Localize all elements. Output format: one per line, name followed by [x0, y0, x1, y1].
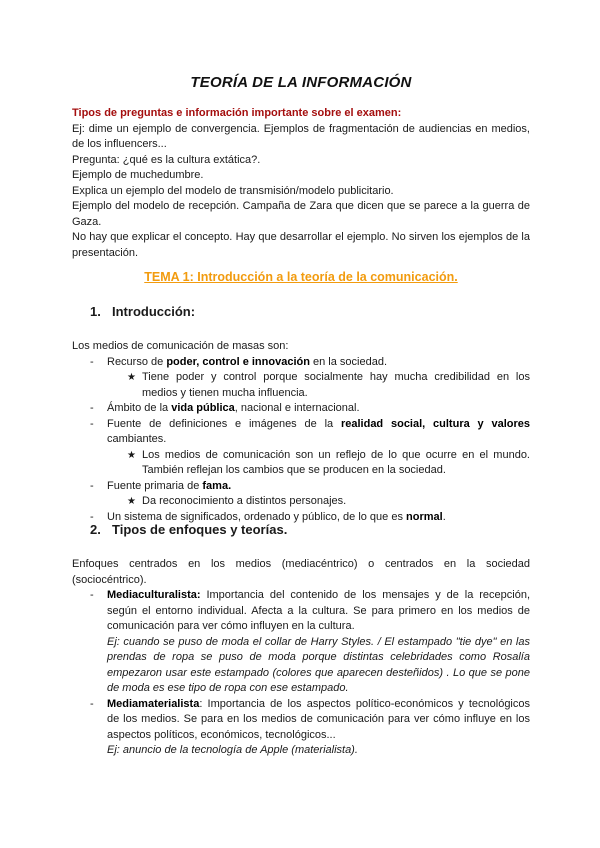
item-text: Ámbito de la [107, 402, 172, 414]
sub-item-text: Tiene poder y control porque socialmente hay mucha credibilidad en los medios y tienen mucha influencia. [142, 371, 530, 399]
dash-bullet-icon: - [90, 479, 94, 492]
exam-info-line: Pregunta: ¿qué es la cultura extática?. [72, 153, 261, 166]
item-bold: realidad social, cultura y valores [340, 417, 531, 430]
exam-info-section [72, 106, 530, 261]
item-text: . [442, 510, 446, 523]
item-text: Un sistema de significados, ordenado y público, de lo que es [107, 510, 407, 523]
sub-list-item [72, 494, 530, 510]
section1-intro: Los medios de comunicación de masas son: [72, 340, 289, 352]
list-item [72, 417, 530, 448]
section-title: Introducción: [112, 304, 196, 319]
section-heading-enfoques [90, 522, 287, 538]
item-text: Recurso de [107, 355, 167, 368]
star-bullet-icon: ★ [127, 496, 136, 507]
dash-bullet-icon: - [90, 417, 94, 430]
section-number: 2. [90, 522, 101, 537]
example-text: Ej: cuando se puso de moda el collar de Harry Styles. / El estampado "tie dye" en las prendas de ropa se puso de moda porque distintas celebridades como Rosalía empezaron usar este estampado (colores que aparecen desteñidos) . Lo que se pone de moda es ese tipo de ropa con ese estampado. [107, 635, 530, 694]
dash-bullet-icon: - [90, 402, 94, 414]
list-item [72, 479, 530, 495]
section-heading-introduccion [90, 304, 195, 320]
sub-item-text: Los medios de comunicación son un reflejo de lo que ocurre en el mundo. También reflejan los cambios que se producen en la sociedad. [142, 448, 530, 476]
item-bold: Mediamaterialista [107, 697, 200, 710]
item-text: Fuente de definiciones e imágenes de la [107, 417, 341, 430]
exam-info-heading: Tipos de preguntas e información importante sobre el examen: [72, 107, 402, 119]
document-title: TEORÍA DE LA INFORMACIÓN [190, 74, 412, 91]
item-text: : Importancia de los aspectos político-económicos y tecnológicos de los medios. Se para en los medios de comunicación para ver cómo influye en los aspectos políticos, económicos, tecnológicos... [107, 697, 530, 741]
dash-bullet-icon: - [90, 589, 94, 601]
item-bold: Mediaculturalista: [107, 589, 201, 601]
item-bold: normal [406, 510, 443, 523]
section-number: 1. [90, 304, 101, 319]
sub-item-text: Da reconocimiento a distintos personajes. [142, 495, 347, 507]
list-item [72, 588, 530, 697]
list-item [72, 401, 530, 417]
star-bullet-icon: ★ [127, 449, 136, 461]
dash-bullet-icon: - [90, 510, 94, 523]
item-bold: poder, control e innovación [166, 355, 310, 368]
item-text: Importancia del contenido de los mensajes y de la recepción, según el entorno individual. Afecta a la cultura. Se para primero en los medios de comunicación para ver cómo influyen en la cultura. [107, 589, 530, 632]
item-text: Fuente primaria de [107, 479, 203, 492]
exam-info-line: Ej: dime un ejemplo de convergencia. Ejemplos de fragmentación de audiencias en medios, de los influencers... [72, 122, 530, 150]
sub-list-item [72, 448, 530, 479]
section1-body [72, 339, 530, 525]
sub-list-item [72, 370, 530, 401]
list-item [72, 697, 530, 759]
item-text: cambiantes. [107, 433, 167, 445]
star-bullet-icon: ★ [127, 372, 136, 383]
exam-info-line: Explica un ejemplo del modelo de transmisión/modelo publicitario. [72, 184, 394, 197]
item-text: en la sociedad. [309, 355, 388, 368]
dash-bullet-icon: - [90, 697, 94, 710]
exam-info-line: Ejemplo del modelo de recepción. Campaña de Zara que dicen que se parece a la guerra de Gaza. [72, 200, 530, 228]
item-bold: fama. [202, 479, 232, 492]
list-item [72, 355, 530, 371]
theme-title: TEMA 1: Introducción a la teoría de la comunicación. [144, 270, 458, 284]
section2-body [72, 557, 530, 759]
section2-intro: Enfoques centrados en los medios (mediacéntrico) o centrados en la sociedad (sociocéntrico). [72, 558, 530, 586]
example-text: Ej: anuncio de la tecnología de Apple (materialista). [107, 744, 358, 756]
exam-info-line: Ejemplo de muchedumbre. [72, 169, 204, 181]
dash-bullet-icon: - [90, 355, 94, 368]
exam-info-line: No hay que explicar el concepto. Hay que desarrollar el ejemplo. No sirven los ejemplos de la presentación. [72, 231, 530, 259]
item-text: , nacional e internacional. [234, 402, 360, 414]
item-bold: vida pública [171, 402, 235, 414]
section-title: Tipos de enfoques y teorías. [112, 522, 288, 537]
